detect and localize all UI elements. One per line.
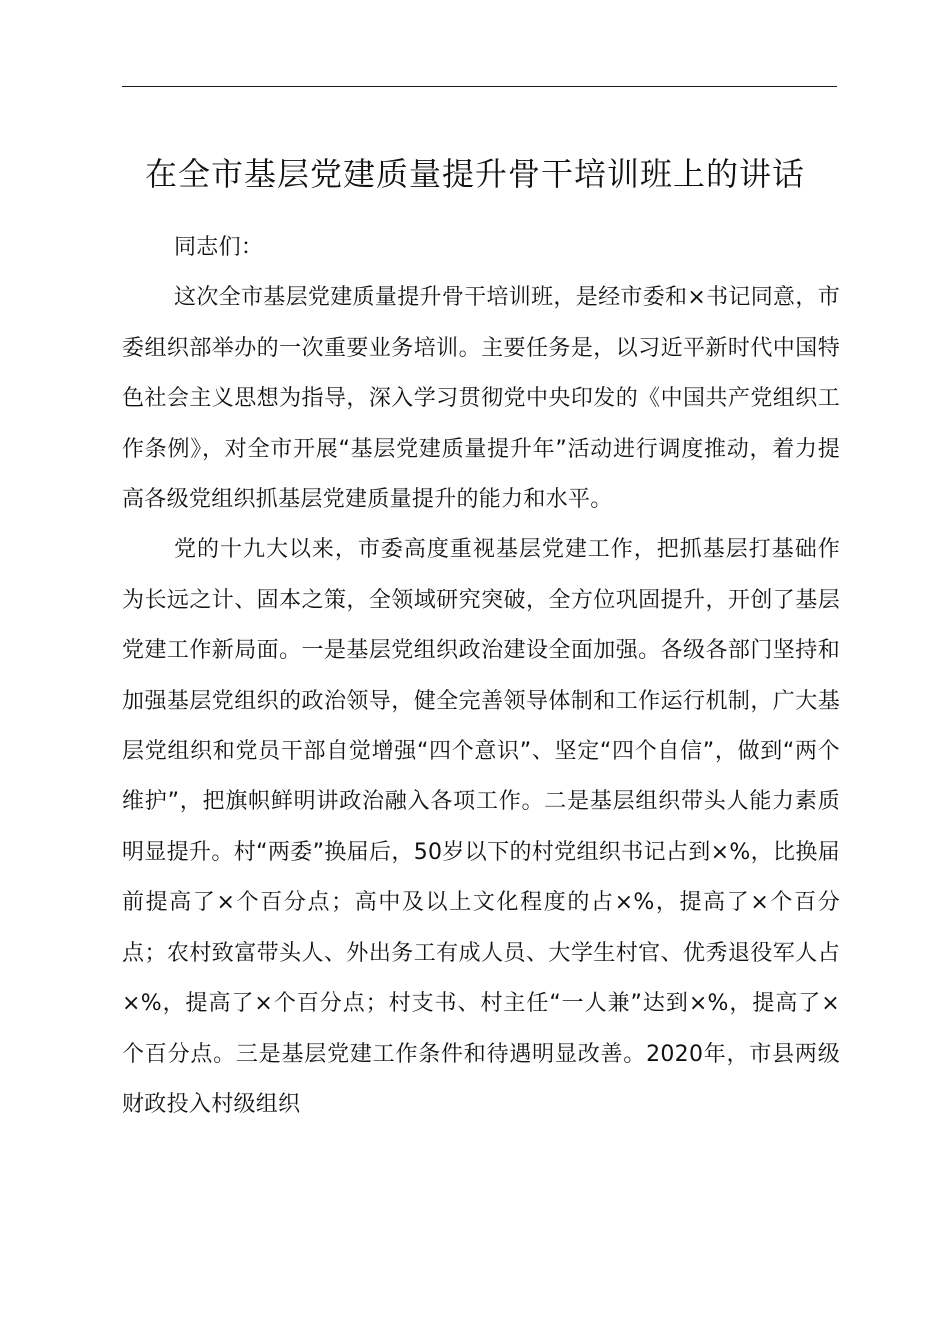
body-paragraph: 这次全市基层党建质量提升骨干培训班，是经市委和×书记同意，市委组织部举办的一次重要业务培训。主要任务是，以习近平新时代中国特色社会主义思想为指导，深入学习贯彻党中央印发的《中国共产党组织工作条例》，对全市开展“基层党建质量提升年”活动进行调度推动，着力提高各级党组织抓基层党建质量提升的能力和水平。	[122, 285, 840, 513]
document-body	[122, 223, 840, 1130]
document-title: 在全市基层党建质量提升骨干培训班上的讲话	[144, 155, 805, 193]
header-rule	[122, 86, 837, 87]
salutation: 同志们：	[174, 235, 264, 260]
body-paragraph: 党的十九大以来，市委高度重视基层党建工作，把抓基层打基础作为长远之计、固本之策，全领域研究突破，全方位巩固提升，开创了基层党建工作新局面。一是基层党组织政治建设全面加强。各级各部门坚持和加强基层党组织的政治领导，健全完善领导体制和工作运行机制，广大基层党组织和党员干部自觉增强“四个意识”、坚定“四个自信”，做到“两个维护”，把旗帜鲜明讲政治融入各项工作。二是基层组织带头人能力素质明显提升。村“两委”换届后，50岁以下的村党组织书记占到×%，比换届前提高了×个百分点；高中及以上文化程度的占×%，提高了×个百分点；农村致富带头人、外出务工有成人员、大学生村官、优秀退役军人占×%，提高了×个百分点；村支书、村主任“一人兼”达到×%，提高了×个百分点。三是基层党建工作条件和待遇明显改善。2020年，市县两级财政投入村级组织	[122, 537, 840, 1117]
